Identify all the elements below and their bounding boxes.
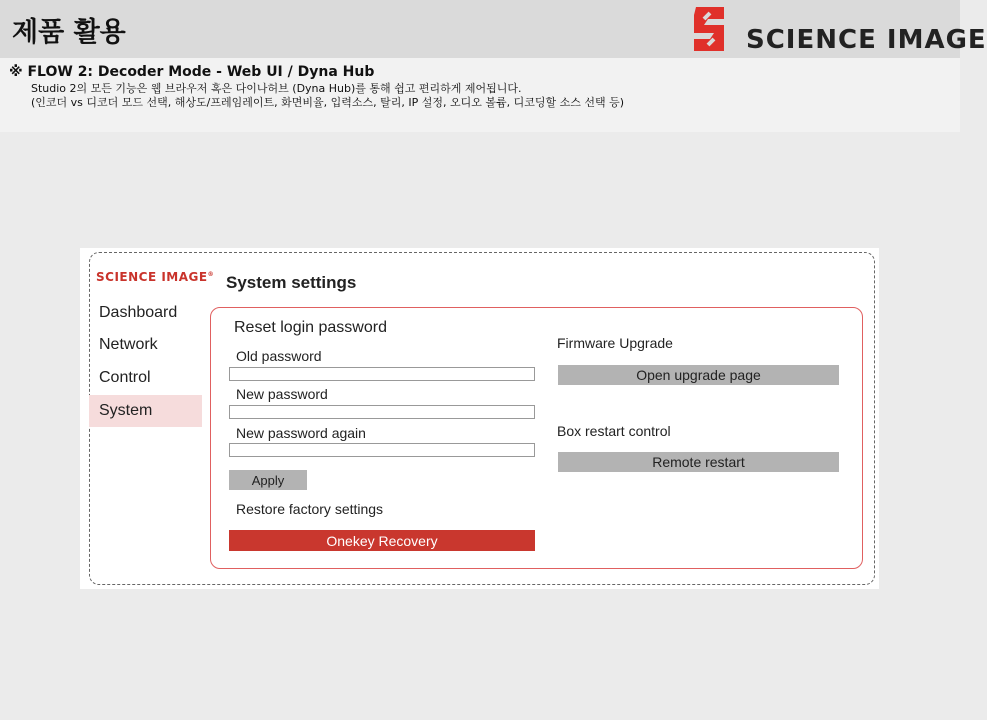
onekey-recovery-button[interactable]: Onekey Recovery: [229, 530, 535, 551]
remote-restart-button[interactable]: Remote restart: [558, 452, 839, 472]
new-password-again-field[interactable]: [229, 443, 535, 457]
page-title: 제품 활용: [12, 17, 126, 48]
description-line-1: Studio 2의 모든 기능은 웹 브라우저 혹은 다이나허브 (Dyna Hub)를 통해 쉽고 편리하게 제어됩니다.: [31, 82, 522, 95]
description-line-2: (인코더 vs 디코더 모드 선택, 해상도/프레임레이트, 화면비율, 입력소스, 탈리, IP 설정, 오디오 볼륨, 디코딩할 소스 선택 등): [31, 96, 624, 109]
sidebar-item-control[interactable]: Control: [99, 369, 151, 386]
logo-text: SCIENCE IMAGE: [746, 25, 987, 55]
sidebar-item-network[interactable]: Network: [99, 336, 158, 353]
new-password-again-label: New password again: [236, 425, 366, 441]
old-password-field[interactable]: [229, 367, 535, 381]
science-image-logo: [690, 5, 987, 55]
section-title: System settings: [226, 273, 357, 292]
web-ui-screenshot: [80, 248, 879, 589]
firmware-upgrade-title: Firmware Upgrade: [557, 335, 673, 351]
box-restart-title: Box restart control: [557, 423, 671, 439]
factory-settings-title: Restore factory settings: [236, 501, 384, 517]
new-password-field[interactable]: [229, 405, 535, 419]
old-password-label: Old password: [236, 348, 322, 364]
logo-mark-icon: [690, 5, 728, 53]
app-logo-mark: ®: [207, 271, 215, 278]
reset-password-title: Reset login password: [234, 319, 387, 336]
open-upgrade-page-button[interactable]: Open upgrade page: [558, 365, 839, 385]
sidebar-item-dashboard[interactable]: Dashboard: [99, 304, 178, 321]
apply-button[interactable]: Apply: [229, 470, 307, 490]
app-logo-text: SCIENCE IMAGE: [96, 270, 208, 284]
sidebar-item-system[interactable]: System: [89, 395, 202, 427]
app-logo: [96, 270, 214, 284]
new-password-label: New password: [236, 386, 328, 402]
flow-title: ※ FLOW 2: Decoder Mode - Web UI / Dyna Hub: [9, 64, 375, 80]
